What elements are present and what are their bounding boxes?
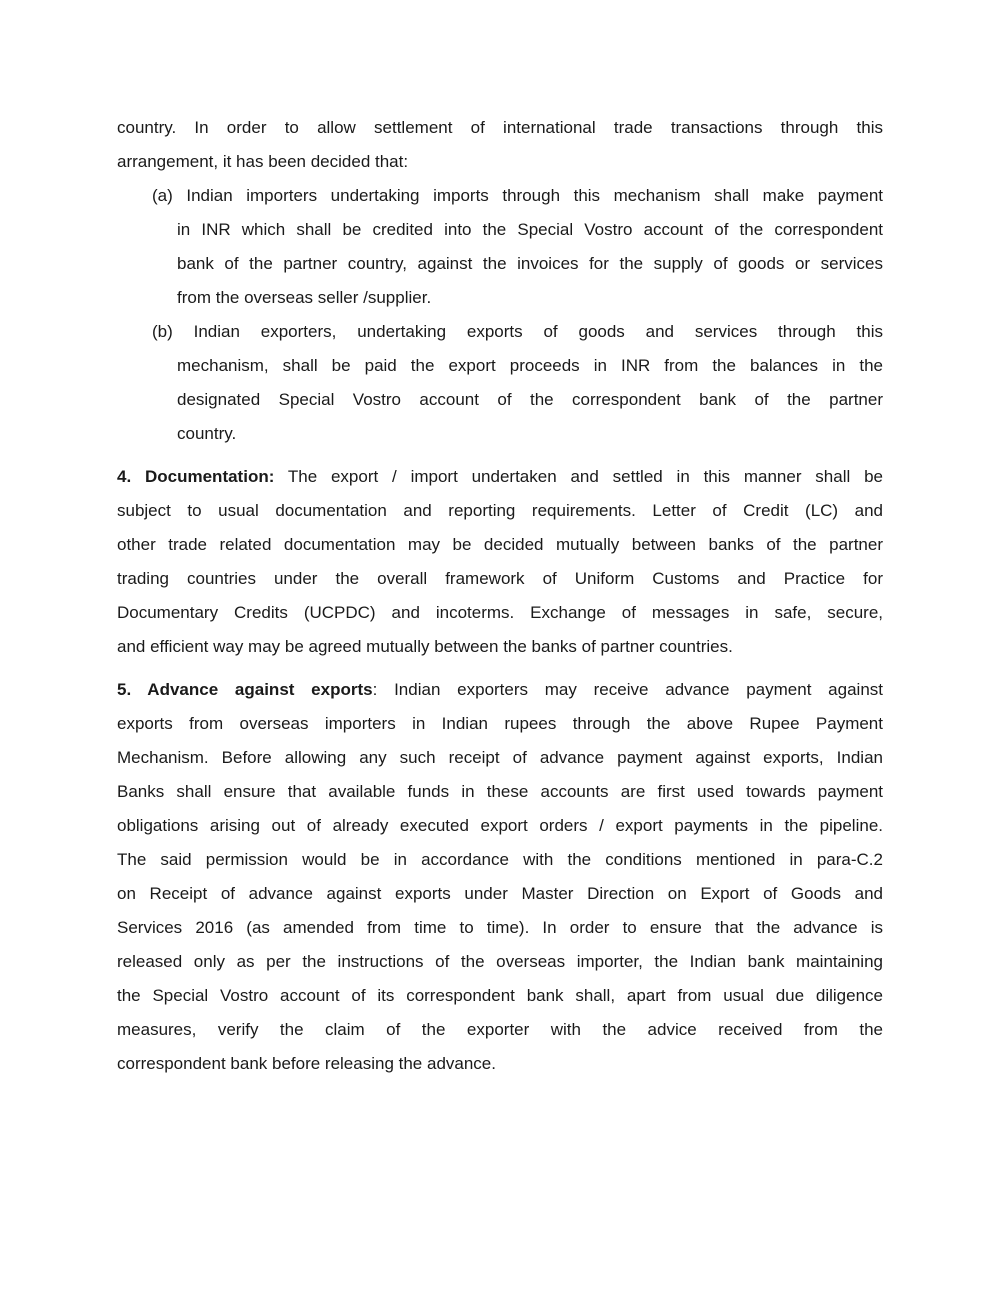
text-line: The said permission would be in accordance with the conditions mentioned in para-C.2 <box>117 850 883 869</box>
text-line: correspondent bank before releasing the advance. <box>117 1054 496 1073</box>
text-line: Services 2016 (as amended from time to time). In order to ensure that the advance is <box>117 918 883 937</box>
section-5-advance-against-exports <box>117 673 883 1081</box>
text-line: (a) Indian importers undertaking imports through this mechanism shall make payment <box>152 186 883 205</box>
text-line: designated Special Vostro account of the correspondent bank of the partner <box>177 390 883 409</box>
text-line: other trade related documentation may be decided mutually between banks of the partner <box>117 535 883 554</box>
text-line: measures, verify the claim of the exporter with the advice received from the <box>117 1020 883 1039</box>
text-line: (b) Indian exporters, undertaking exports of goods and services through this <box>152 322 883 341</box>
text-line: on Receipt of advance against exports under Master Direction on Export of Goods and <box>117 884 883 903</box>
text-line: exports from overseas importers in Indian rupees through the above Rupee Payment <box>117 714 883 733</box>
section-4-documentation <box>117 460 883 664</box>
section-4-heading-rest: The export / import undertaken and settled in this manner shall be <box>274 467 883 486</box>
text-line: country. <box>177 424 237 443</box>
text-line: arrangement, it has been decided that: <box>117 152 409 171</box>
list-item-a <box>117 179 883 315</box>
text-line: trading countries under the overall framework of Uniform Customs and Practice for <box>117 569 883 588</box>
text-line: country. In order to allow settlement of international trade transactions through this <box>117 118 883 137</box>
text-line: and efficient way may be agreed mutually between the banks of partner countries. <box>117 637 733 656</box>
section-5-heading: 5. Advance against exports <box>117 680 373 699</box>
intro-paragraph <box>117 111 883 179</box>
text-line: released only as per the instructions of the overseas importer, the Indian bank maintaining <box>117 952 883 971</box>
text-line: Documentary Credits (UCPDC) and incoterms. Exchange of messages in safe, secure, <box>117 603 883 622</box>
text-line: Banks shall ensure that available funds in these accounts are first used towards payment <box>117 782 883 801</box>
section-4-heading: 4. Documentation: <box>117 467 275 486</box>
text-line <box>117 673 883 707</box>
text-line: the Special Vostro account of its correspondent bank shall, apart from usual due diligence <box>117 986 883 1005</box>
text-line: Mechanism. Before allowing any such receipt of advance payment against exports, Indian <box>117 748 883 767</box>
text-line <box>117 460 883 494</box>
text-line: mechanism, shall be paid the export proceeds in INR from the balances in the <box>177 356 883 375</box>
list-item-b <box>117 315 883 451</box>
text-line: in INR which shall be credited into the Special Vostro account of the correspondent <box>177 220 883 239</box>
text-line: obligations arising out of already executed export orders / export payments in the pipeline. <box>117 816 883 835</box>
section-5-heading-rest: : Indian exporters may receive advance payment against <box>372 680 883 699</box>
text-line: bank of the partner country, against the invoices for the supply of goods or services <box>177 254 883 273</box>
text-line: from the overseas seller /supplier. <box>177 288 432 307</box>
text-line: subject to usual documentation and reporting requirements. Letter of Credit (LC) and <box>117 501 883 520</box>
